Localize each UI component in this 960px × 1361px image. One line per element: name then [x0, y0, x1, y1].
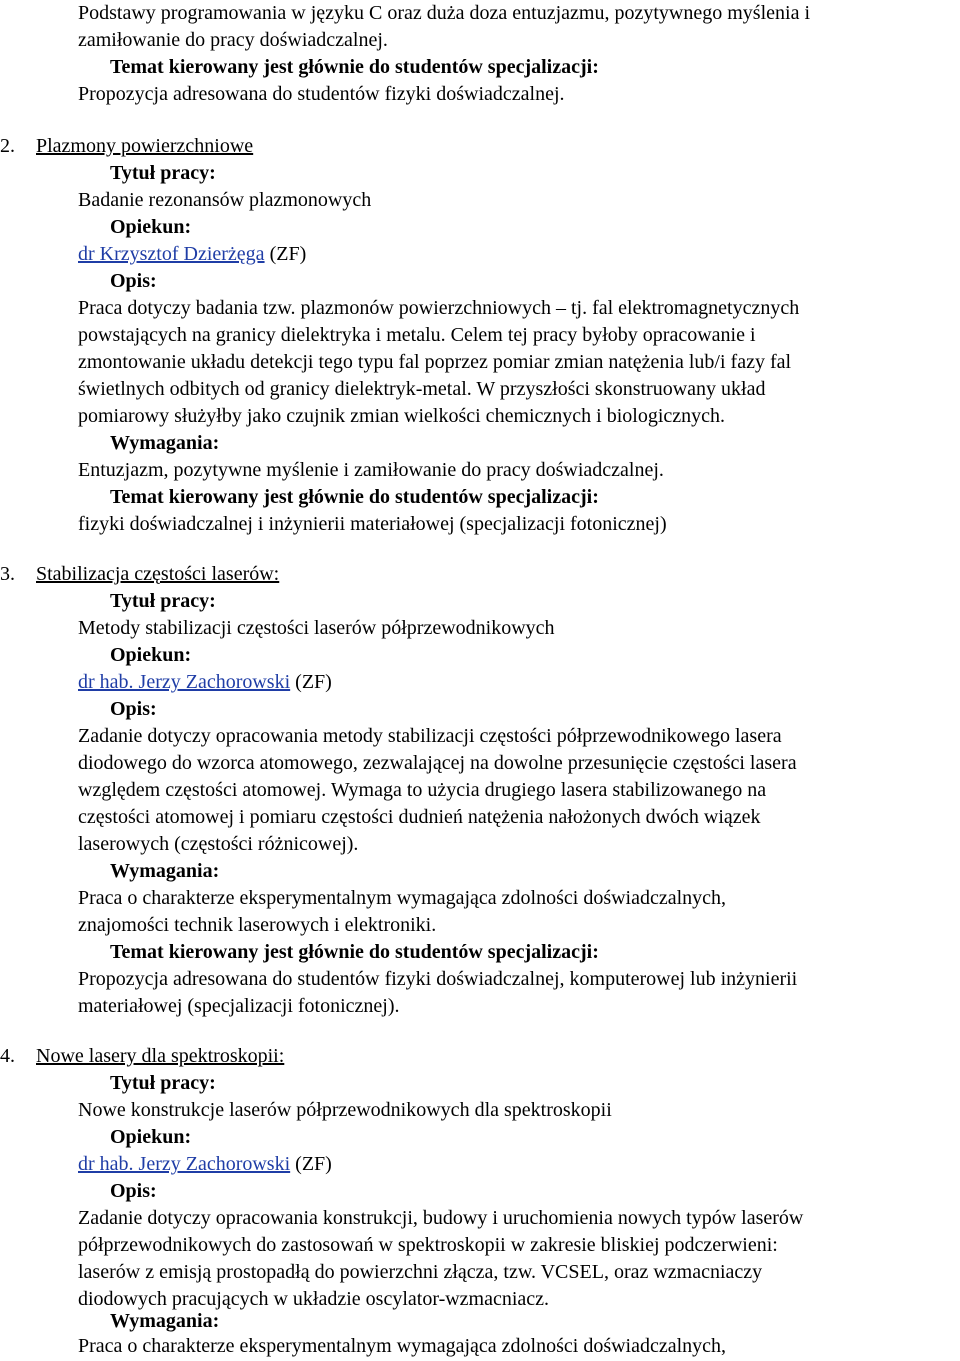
supervisor-link[interactable]: dr hab. Jerzy Zachorowski: [78, 671, 291, 693]
section-title: Plazmony powierzchniowe: [36, 135, 254, 157]
opis-line: Zadanie dotyczy opracowania metody stabilizacji częstości półprzewodnikowego lasera: [78, 725, 782, 747]
tytul-label: Tytuł pracy:: [110, 162, 216, 184]
opis-line: półprzewodnikowych do zastosowań w spektroskopii w zakresie bliskiej podczerwieni:: [78, 1234, 778, 1256]
tytul-value: Nowe konstrukcje laserów półprzewodnikowych dla spektroskopii: [78, 1099, 612, 1121]
opiekun-label: Opiekun:: [110, 1126, 192, 1148]
opis-line: diodowego do wzorca atomowego, zezwalającej na dowolne przesunięcie częstości lasera: [78, 752, 797, 774]
opiekun-label: Opiekun:: [110, 216, 192, 238]
wymagania-line: Praca o charakterze eksperymentalnym wymagająca zdolności doświadczalnych,: [78, 887, 727, 909]
tytul-value: Metody stabilizacji częstości laserów półprzewodnikowych: [78, 617, 555, 639]
opis-label: Opis:: [110, 270, 157, 292]
opis-line: względem częstości atomowej. Wymaga to użycia drugiego lasera stabilizowanego na: [78, 779, 767, 801]
temat-label: Temat kierowany jest głównie do studentów specjalizacji:: [110, 56, 599, 78]
department-tag: (ZF): [295, 671, 332, 693]
wymagania-label: Wymagania:: [110, 860, 220, 882]
section-number: 2.: [0, 135, 15, 157]
opis-line: Zadanie dotyczy opracowania konstrukcji, budowy i uruchomienia nowych typów laserów: [78, 1207, 804, 1229]
temat-value: Propozycja adresowana do studentów fizyki doświadczalnej.: [78, 83, 565, 105]
opis-label: Opis:: [110, 698, 157, 720]
opiekun-line: [78, 669, 332, 695]
section-number: 4.: [0, 1045, 15, 1067]
tytul-label: Tytuł pracy:: [110, 1072, 216, 1094]
tytul-value: Badanie rezonansów plazmonowych: [78, 189, 372, 211]
opis-line: pomiarowy służyłby jako czujnik zmian wielkości chemicznych i biologicznych.: [78, 405, 726, 427]
temat-line: fizyki doświadczalnej i inżynierii materiałowej (specjalizacji fotonicznej): [78, 513, 667, 535]
section-number: 3.: [0, 563, 15, 585]
opis-line: diodowych pracujących w układzie oscylator-wzmacniacz.: [78, 1288, 550, 1310]
intro-text-line: Podstawy programowania w języku C oraz duża doza entuzjazmu, pozytywnego myślenia i: [78, 2, 811, 24]
opis-line: częstości atomowej i pomiaru częstości dudnień natężenia nałożonych dwóch wiązek: [78, 806, 761, 828]
temat-line: Propozycja adresowana do studentów fizyki doświadczalnej, komputerowej lub inżynierii: [78, 968, 798, 990]
opiekun-line: [78, 1151, 332, 1177]
section-title: Nowe lasery dla spektroskopii:: [36, 1045, 285, 1067]
opiekun-label: Opiekun:: [110, 644, 192, 666]
tytul-label: Tytuł pracy:: [110, 590, 216, 612]
temat-label: Temat kierowany jest głównie do studentów specjalizacji:: [110, 941, 599, 963]
intro-text-line: zamiłowanie do pracy doświadczalnej.: [78, 29, 388, 51]
section-title: Stabilizacja częstości laserów:: [36, 563, 280, 585]
temat-label: Temat kierowany jest głównie do studentów specjalizacji:: [110, 486, 599, 508]
supervisor-link[interactable]: dr Krzysztof Dzierżęga: [78, 243, 265, 265]
wymagania-line: znajomości technik laserowych i elektroniki.: [78, 914, 437, 936]
temat-line: materiałowej (specjalizacji fotonicznej).: [78, 995, 400, 1017]
opiekun-line: [78, 241, 306, 267]
opis-line: zmontowanie układu detekcji tego typu fal poprzez pomiar zmian natężenia lub/i fazy fal: [78, 351, 792, 373]
wymagania-label: Wymagania:: [110, 432, 220, 454]
opis-line: powstających na granicy dielektryka i metalu. Celem tej pracy byłoby opracowanie i: [78, 324, 756, 346]
opis-line: laserowych (częstości różnicowej).: [78, 833, 359, 855]
wymagania-line: Praca o charakterze eksperymentalnym wymagająca zdolności doświadczalnych,: [78, 1335, 727, 1357]
opis-line: Praca dotyczy badania tzw. plazmonów powierzchniowych – tj. fal elektromagnetycznych: [78, 297, 800, 319]
opis-label: Opis:: [110, 1180, 157, 1202]
opis-line: świetlnych odbitych od granicy dielektryk-metal. W przyszłości skonstruowany układ: [78, 378, 766, 400]
department-tag: (ZF): [295, 1153, 332, 1175]
wymagania-line: Entuzjazm, pozytywne myślenie i zamiłowanie do pracy doświadczalnej.: [78, 459, 664, 481]
supervisor-link[interactable]: dr hab. Jerzy Zachorowski: [78, 1153, 291, 1175]
opis-line: laserów z emisją prostopadłą do powierzchni złącza, tzw. VCSEL, oraz wzmacniaczy: [78, 1261, 763, 1283]
department-tag: (ZF): [269, 243, 307, 265]
wymagania-label: Wymagania:: [110, 1310, 220, 1332]
